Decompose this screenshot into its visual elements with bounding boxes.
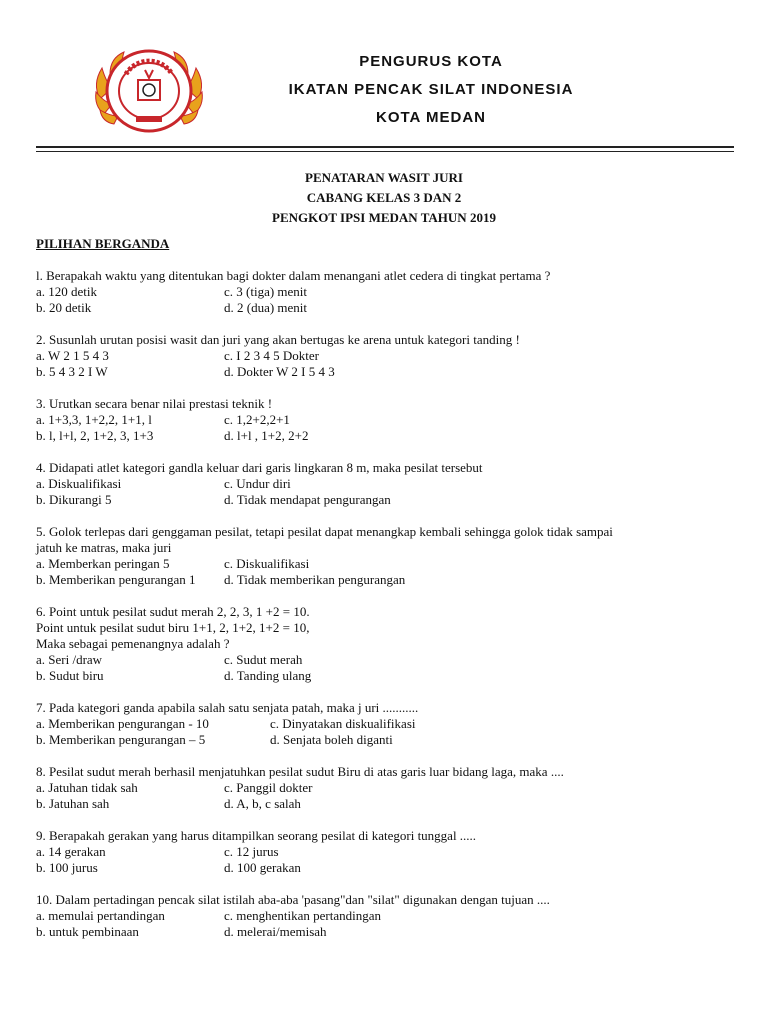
option-d: d. l+l , 1+2, 2+2 [224,428,309,443]
option-d: d. Senjata boleh diganti [270,732,393,747]
option-c: c. Diskualifikasi [224,556,310,571]
org-line-2: IKATAN PENCAK SILAT INDONESIA [288,81,574,98]
question-item [36,524,736,588]
option-b: b. 100 jurus [36,860,98,875]
option-a: a. memulai pertandingan [36,908,165,923]
option-a: a. Seri /draw [36,652,103,667]
option-d: d. 100 gerakan [224,860,301,875]
option-d: d. melerai/memisah [224,924,327,939]
question-item [36,892,736,940]
question-text: 5. Golok terlepas dari genggaman pesilat, tetapi pesilat dapat menangkap kembali sehingga golok tidak sampai [36,524,613,539]
answer-options [36,716,736,748]
answer-options [36,476,736,508]
option-b: b. l, l+l, 2, 1+2, 3, 1+3 [36,428,154,443]
question-item [36,764,736,812]
option-c: c. Panggil dokter [224,780,313,795]
question-text: Maka sebagai pemenangnya adalah ? [36,636,230,651]
option-a: a. Jatuhan tidak sah [36,780,138,795]
answer-options [36,652,736,684]
option-b: b. 5 4 3 2 I W [36,364,108,379]
option-a: a. Memberkan peringan 5 [36,556,170,571]
question-text: 8. Pesilat sudut merah berhasil menjatuhkan pesilat sudut Biru di atas garis luar bidang laga, maka .... [36,764,564,779]
title-line-1: PENATARAN WASIT JURI [305,170,463,185]
question-item [36,268,736,316]
question-text: jatuh ke matras, maka juri [36,540,172,555]
title-line-2: CABANG KELAS 3 DAN 2 [306,190,462,205]
option-c: c. Dinyatakan diskualifikasi [270,716,416,731]
question-item [36,396,736,444]
question-text: 2. Susunlah urutan posisi wasit dan juri yang akan bertugas ke arena untuk kategori tanding ! [36,332,520,347]
option-a: a. W 2 1 5 4 3 [36,348,109,363]
option-a: a. Diskualifikasi [36,476,122,491]
question-list [36,268,736,956]
answer-options [36,908,736,940]
option-c: c. menghentikan pertandingan [224,908,382,923]
question-text: l. Berapakah waktu yang ditentukan bagi dokter dalam menangani atlet cedera di tingkat pertama ? [36,268,551,283]
title-line-3: PENGKOT IPSI MEDAN TAHUN 2019 [272,210,496,225]
question-text: 6. Point untuk pesilat sudut merah 2, 2, 3, 1 +2 = 10. [36,604,310,619]
option-c: c. Undur diri [224,476,291,491]
organization-name [236,48,626,132]
option-c: c. Sudut merah [224,652,303,667]
option-d: d. 2 (dua) menit [224,300,308,315]
answer-options [36,412,736,444]
option-b: b. Jatuhan sah [36,796,110,811]
answer-options [36,556,736,588]
option-c: c. I 2 3 4 5 Dokter [224,348,319,363]
option-d: d. Tidak memberikan pengurangan [224,572,406,587]
letterhead [0,0,768,160]
question-text: 7. Pada kategori ganda apabila salah satu senjata patah, maka j uri ........... [36,700,419,715]
answer-options [36,348,736,380]
question-item [36,460,736,508]
ipsi-logo-icon [90,44,208,139]
option-d: d. Tidak mendapat pengurangan [224,492,391,507]
question-text: 3. Urutkan secara benar nilai prestasi teknik ! [36,396,273,411]
option-a: a. 120 detik [36,284,98,299]
answer-options [36,844,736,876]
option-c: c. 12 jurus [224,844,279,859]
header-rule-thick [36,146,734,148]
answer-options [36,284,736,316]
question-text: 9. Berapakah gerakan yang harus ditampilkan seorang pesilat di kategori tunggal ..... [36,828,477,843]
option-b: b. Dikurangi 5 [36,492,112,507]
question-text: Point untuk pesilat sudut biru 1+1, 2, 1+2, 1+2 = 10, [36,620,310,635]
section-title: PILIHAN BERGANDA [36,236,170,251]
header-rule-thin [36,151,734,152]
question-text: 10. Dalam pertadingan pencak silat istilah aba-aba 'pasang"dan "silat" digunakan dengan tujuan .... [36,892,550,907]
org-line-1: PENGURUS KOTA [359,53,503,70]
option-a: a. Memberikan pengurangan - 10 [36,716,209,731]
question-item [36,828,736,876]
question-item [36,604,736,684]
option-d: d. A, b, c salah [224,796,301,811]
option-a: a. 14 gerakan [36,844,106,859]
option-c: c. 3 (tiga) menit [224,284,308,299]
org-line-3: KOTA MEDAN [376,109,486,126]
answer-options [36,780,736,812]
option-a: a. 1+3,3, 1+2,2, 1+1, l [36,412,152,427]
option-d: d. Dokter W 2 I 5 4 3 [224,364,335,379]
option-b: b. untuk pembinaan [36,924,139,939]
option-b: b. Sudut biru [36,668,104,683]
document-title [0,168,768,228]
option-d: d. Tanding ulang [224,668,312,683]
option-b: b. Memberikan pengurangan – 5 [36,732,206,747]
question-text: 4. Didapati atlet kategori gandla keluar dari garis lingkaran 8 m, maka pesilat tersebut [36,460,483,475]
option-b: b. 20 detik [36,300,92,315]
question-item [36,332,736,380]
option-c: c. 1,2+2,2+1 [224,412,290,427]
question-item [36,700,736,748]
option-b: b. Memberikan pengurangan 1 [36,572,196,587]
